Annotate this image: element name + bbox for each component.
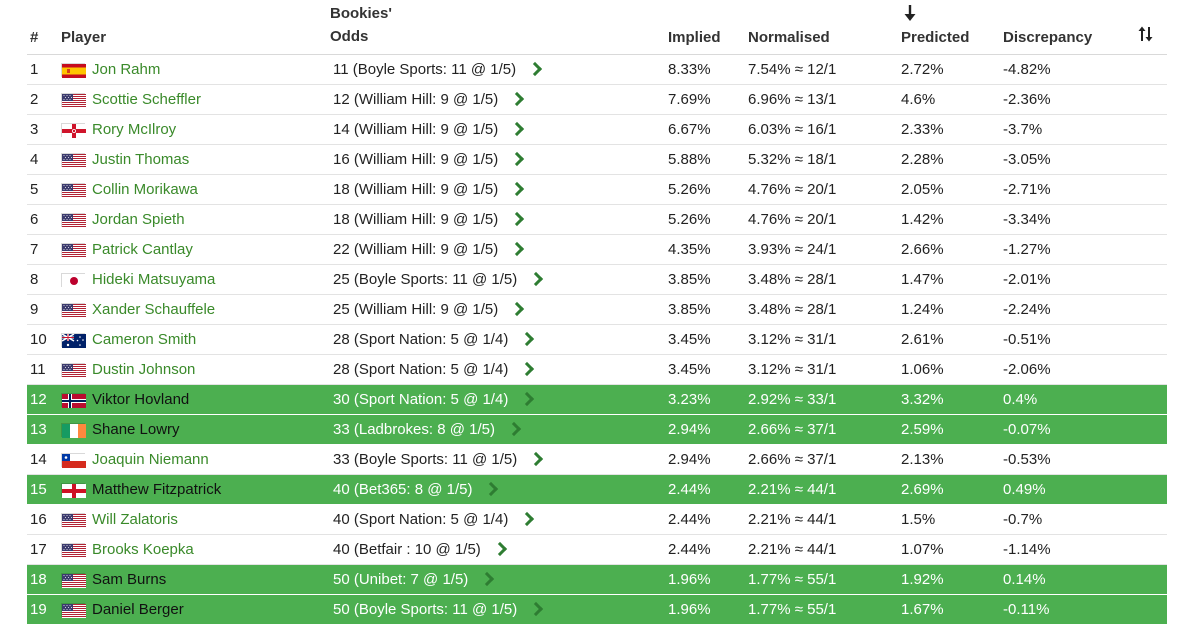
discrepancy-cell: -3.34%	[1003, 211, 1051, 228]
player-link[interactable]: Viktor Hovland	[92, 391, 190, 408]
implied-cell: 8.33%	[668, 61, 711, 78]
normalised-cell: 2.66% ≈ 37/1	[748, 421, 837, 438]
northern-ireland-flag-icon	[61, 123, 85, 137]
discrepancy-cell: -3.7%	[1003, 121, 1043, 138]
us-flag-icon	[61, 573, 85, 587]
implied-cell: 6.67%	[668, 121, 711, 138]
implied-cell: 2.44%	[668, 541, 711, 558]
implied-cell: 2.44%	[668, 481, 711, 498]
us-flag-icon	[61, 93, 85, 107]
header-rank[interactable]: #	[30, 29, 39, 46]
player-link[interactable]: Rory McIlroy	[92, 121, 177, 138]
predicted-cell: 1.5%	[901, 511, 936, 528]
player-link[interactable]: Justin Thomas	[92, 151, 190, 168]
chevron-right-icon[interactable]	[529, 602, 543, 616]
odds-text: 12 (William Hill: 9 @ 1/5)	[333, 91, 499, 108]
discrepancy-cell: -3.05%	[1003, 151, 1051, 168]
table-row	[27, 475, 1167, 505]
table-row	[27, 115, 1167, 145]
chevron-right-icon[interactable]	[510, 182, 524, 196]
normalised-cell: 4.76% ≈ 20/1	[748, 211, 837, 228]
normalised-cell: 3.48% ≈ 28/1	[748, 271, 837, 288]
rank-cell: 17	[30, 541, 47, 558]
odds-cell	[333, 505, 532, 534]
odds-cell	[333, 325, 532, 354]
predicted-cell: 2.59%	[901, 421, 944, 438]
discrepancy-cell: 0.14%	[1003, 571, 1046, 588]
us-flag-icon	[61, 243, 85, 257]
player-link[interactable]: Jon Rahm	[92, 61, 161, 78]
odds-text: 25 (William Hill: 9 @ 1/5)	[333, 301, 499, 318]
discrepancy-cell: -0.11%	[1003, 601, 1050, 618]
odds-cell	[333, 445, 541, 474]
player-link[interactable]: Scottie Scheffler	[92, 91, 201, 108]
normalised-cell: 2.66% ≈ 37/1	[748, 451, 837, 468]
predicted-cell: 1.06%	[901, 361, 944, 378]
predicted-cell: 4.6%	[901, 91, 936, 108]
normalised-cell: 1.77% ≈ 55/1	[748, 601, 837, 618]
odds-text: 28 (Sport Nation: 5 @ 1/4)	[333, 361, 509, 378]
odds-text: 14 (William Hill: 9 @ 1/5)	[333, 121, 499, 138]
table-row	[27, 445, 1167, 475]
rank-cell: 7	[30, 241, 39, 258]
implied-cell: 1.96%	[668, 601, 711, 618]
player-link[interactable]: Collin Morikawa	[92, 181, 198, 198]
us-flag-icon	[61, 183, 85, 197]
predicted-cell: 2.69%	[901, 481, 944, 498]
header-odds-line2: Odds	[330, 28, 369, 45]
australia-flag-icon	[61, 333, 85, 347]
odds-cell	[333, 145, 522, 174]
normalised-cell: 6.96% ≈ 13/1	[748, 91, 837, 108]
rank-cell: 4	[30, 151, 39, 168]
chevron-right-icon[interactable]	[510, 122, 524, 136]
player-link[interactable]: Matthew Fitzpatrick	[92, 481, 222, 498]
odds-cell	[333, 205, 522, 234]
discrepancy-cell: -2.01%	[1003, 271, 1051, 288]
table-row	[27, 265, 1167, 295]
odds-text: 33 (Boyle Sports: 11 @ 1/5)	[333, 451, 518, 468]
implied-cell: 2.94%	[668, 451, 711, 468]
table-row	[27, 235, 1167, 265]
normalised-cell: 7.54% ≈ 12/1	[748, 61, 837, 78]
normalised-cell: 3.12% ≈ 31/1	[748, 361, 837, 378]
player-link[interactable]: Cameron Smith	[92, 331, 197, 348]
predicted-cell: 1.07%	[901, 541, 944, 558]
table-row	[27, 535, 1167, 565]
table-row	[27, 205, 1167, 235]
chevron-right-icon[interactable]	[484, 482, 498, 496]
table-row	[27, 325, 1167, 355]
predicted-cell: 1.47%	[901, 271, 944, 288]
table-row	[27, 145, 1167, 175]
rank-cell: 11	[30, 361, 46, 378]
spain-flag-icon	[61, 63, 85, 77]
table-row	[27, 85, 1167, 115]
table-row	[27, 55, 1167, 85]
normalised-cell: 4.76% ≈ 20/1	[748, 181, 837, 198]
normalised-cell: 2.21% ≈ 44/1	[748, 481, 837, 498]
odds-cell	[333, 115, 522, 144]
rank-cell: 19	[30, 601, 47, 618]
player-link[interactable]: Brooks Koepka	[92, 541, 194, 558]
header-implied[interactable]: Implied	[668, 29, 721, 46]
header-odds-line1: Bookies'	[330, 5, 392, 22]
discrepancy-cell: -2.24%	[1003, 301, 1051, 318]
odds-text: 18 (William Hill: 9 @ 1/5)	[333, 211, 499, 228]
header-odds[interactable]	[330, 2, 392, 48]
player-link[interactable]: Patrick Cantlay	[92, 241, 193, 258]
header-player[interactable]: Player	[61, 29, 107, 46]
chevron-right-icon[interactable]	[520, 392, 534, 406]
odds-text: 30 (Sport Nation: 5 @ 1/4)	[333, 391, 509, 408]
rank-cell: 14	[30, 451, 47, 468]
implied-cell: 2.94%	[668, 421, 711, 438]
chevron-right-icon[interactable]	[520, 332, 534, 346]
predicted-cell: 1.67%	[901, 601, 944, 618]
odds-text: 40 (Betfair : 10 @ 1/5)	[333, 541, 481, 558]
rank-cell: 10	[30, 331, 47, 348]
chevron-right-icon[interactable]	[528, 62, 542, 76]
predicted-cell: 1.24%	[901, 301, 944, 318]
player-link[interactable]: Xander Schauffele	[92, 301, 216, 318]
odds-text: 33 (Ladbrokes: 8 @ 1/5)	[333, 421, 495, 438]
table-row	[27, 295, 1167, 325]
player-link[interactable]: Joaquin Niemann	[92, 451, 209, 468]
normalised-cell: 3.48% ≈ 28/1	[748, 301, 837, 318]
implied-cell: 5.88%	[668, 151, 711, 168]
us-flag-icon	[61, 513, 85, 527]
header-discrepancy[interactable]: Discrepancy	[1003, 29, 1093, 46]
rank-cell: 12	[30, 391, 47, 408]
predicted-cell: 2.33%	[901, 121, 944, 138]
chevron-right-icon[interactable]	[507, 422, 521, 436]
discrepancy-cell: -0.07%	[1003, 421, 1051, 438]
implied-cell: 3.45%	[668, 361, 711, 378]
discrepancy-cell: -2.36%	[1003, 91, 1051, 108]
discrepancy-cell: 0.4%	[1003, 391, 1038, 408]
japan-flag-icon	[61, 273, 85, 287]
odds-cell	[333, 475, 496, 504]
odds-cell	[333, 175, 522, 204]
player-link[interactable]: Shane Lowry	[92, 421, 180, 438]
rank-cell: 5	[30, 181, 39, 198]
table-row	[27, 355, 1167, 385]
chevron-right-icon[interactable]	[520, 512, 534, 526]
normalised-cell: 2.21% ≈ 44/1	[748, 541, 837, 558]
predicted-cell: 2.05%	[901, 181, 944, 198]
discrepancy-cell: -0.51%	[1003, 331, 1051, 348]
odds-cell	[333, 265, 541, 294]
chevron-right-icon[interactable]	[529, 452, 543, 466]
predicted-cell: 2.61%	[901, 331, 944, 348]
implied-cell: 3.85%	[668, 301, 711, 318]
rank-cell: 6	[30, 211, 39, 228]
implied-cell: 5.26%	[668, 181, 711, 198]
normalised-cell: 2.21% ≈ 44/1	[748, 511, 837, 528]
odds-text: 25 (Boyle Sports: 11 @ 1/5)	[333, 271, 518, 288]
discrepancy-cell: -4.82%	[1003, 61, 1051, 78]
implied-cell: 1.96%	[668, 571, 711, 588]
player-link[interactable]: Hideki Matsuyama	[92, 271, 216, 288]
implied-cell: 3.85%	[668, 271, 711, 288]
normalised-cell: 2.92% ≈ 33/1	[748, 391, 837, 408]
predicted-cell: 1.42%	[901, 211, 944, 228]
implied-cell: 2.44%	[668, 511, 711, 528]
odds-table	[27, 0, 1167, 625]
odds-cell	[333, 595, 541, 624]
rank-cell: 2	[30, 91, 39, 108]
discrepancy-cell: -2.06%	[1003, 361, 1051, 378]
odds-text: 50 (Unibet: 7 @ 1/5)	[333, 571, 469, 588]
rank-cell: 1	[30, 61, 39, 78]
discrepancy-cell: -2.71%	[1003, 181, 1051, 198]
predicted-cell: 2.28%	[901, 151, 944, 168]
us-flag-icon	[61, 363, 85, 377]
odds-cell	[333, 355, 532, 384]
odds-cell	[333, 415, 519, 444]
us-flag-icon	[61, 153, 85, 167]
odds-text: 28 (Sport Nation: 5 @ 1/4)	[333, 331, 509, 348]
chevron-right-icon[interactable]	[493, 542, 507, 556]
discrepancy-cell: -0.7%	[1003, 511, 1043, 528]
table-header	[27, 0, 1167, 55]
implied-cell: 4.35%	[668, 241, 711, 258]
chevron-right-icon[interactable]	[480, 572, 494, 586]
odds-text: 40 (Sport Nation: 5 @ 1/4)	[333, 511, 509, 528]
rank-cell: 16	[30, 511, 47, 528]
normalised-cell: 6.03% ≈ 16/1	[748, 121, 837, 138]
table-row	[27, 175, 1167, 205]
table-row	[27, 505, 1167, 535]
odds-text: 16 (William Hill: 9 @ 1/5)	[333, 151, 499, 168]
table-body	[27, 55, 1167, 625]
rank-cell: 9	[30, 301, 39, 318]
rank-cell: 18	[30, 571, 47, 588]
odds-text: 40 (Bet365: 8 @ 1/5)	[333, 481, 473, 498]
odds-cell	[333, 85, 522, 114]
player-link[interactable]: Jordan Spieth	[92, 211, 185, 228]
us-flag-icon	[61, 603, 85, 617]
implied-cell: 3.23%	[668, 391, 711, 408]
odds-text: 22 (William Hill: 9 @ 1/5)	[333, 241, 499, 258]
implied-cell: 3.45%	[668, 331, 711, 348]
discrepancy-cell: 0.49%	[1003, 481, 1046, 498]
predicted-cell: 3.32%	[901, 391, 944, 408]
odds-cell	[333, 565, 492, 594]
player-link[interactable]: Dustin Johnson	[92, 361, 196, 378]
table-row	[27, 415, 1167, 445]
predicted-cell: 2.66%	[901, 241, 944, 258]
table-row	[27, 385, 1167, 415]
normalised-cell: 3.12% ≈ 31/1	[748, 331, 837, 348]
odds-text: 11 (Boyle Sports: 11 @ 1/5)	[333, 61, 517, 78]
ireland-flag-icon	[61, 423, 85, 437]
sort-descending-icon	[903, 4, 917, 26]
chevron-right-icon[interactable]	[510, 212, 524, 226]
sort-toggle-icon[interactable]	[1137, 25, 1155, 48]
player-link[interactable]: Sam Burns	[92, 571, 167, 588]
us-flag-icon	[61, 543, 85, 557]
odds-text: 50 (Boyle Sports: 11 @ 1/5)	[333, 601, 518, 618]
discrepancy-cell: -1.14%	[1003, 541, 1051, 558]
header-predicted[interactable]: Predicted	[901, 29, 970, 46]
normalised-cell: 3.93% ≈ 24/1	[748, 241, 837, 258]
chevron-right-icon[interactable]	[510, 242, 524, 256]
implied-cell: 5.26%	[668, 211, 711, 228]
normalised-cell: 1.77% ≈ 55/1	[748, 571, 837, 588]
odds-cell	[333, 235, 522, 264]
norway-flag-icon	[61, 393, 85, 407]
normalised-cell: 5.32% ≈ 18/1	[748, 151, 837, 168]
predicted-cell: 2.13%	[901, 451, 944, 468]
odds-cell	[333, 535, 505, 564]
player-link[interactable]: Daniel Berger	[92, 601, 184, 618]
player-link[interactable]: Will Zalatoris	[92, 511, 178, 528]
chevron-right-icon[interactable]	[510, 302, 524, 316]
header-normalised[interactable]: Normalised	[748, 29, 830, 46]
odds-cell	[333, 55, 540, 84]
discrepancy-cell: -0.53%	[1003, 451, 1051, 468]
odds-cell	[333, 295, 522, 324]
table-row	[27, 565, 1167, 595]
england-flag-icon	[61, 483, 85, 497]
predicted-cell: 1.92%	[901, 571, 944, 588]
chile-flag-icon	[61, 453, 85, 467]
table-row	[27, 595, 1167, 625]
rank-cell: 3	[30, 121, 39, 138]
chevron-right-icon[interactable]	[510, 92, 524, 106]
chevron-right-icon[interactable]	[510, 152, 524, 166]
chevron-right-icon[interactable]	[529, 272, 543, 286]
rank-cell: 13	[30, 421, 47, 438]
odds-text: 18 (William Hill: 9 @ 1/5)	[333, 181, 499, 198]
us-flag-icon	[61, 303, 85, 317]
implied-cell: 7.69%	[668, 91, 711, 108]
odds-cell	[333, 385, 532, 414]
predicted-cell: 2.72%	[901, 61, 944, 78]
chevron-right-icon[interactable]	[520, 362, 534, 376]
discrepancy-cell: -1.27%	[1003, 241, 1051, 258]
rank-cell: 15	[30, 481, 47, 498]
rank-cell: 8	[30, 271, 39, 288]
us-flag-icon	[61, 213, 85, 227]
